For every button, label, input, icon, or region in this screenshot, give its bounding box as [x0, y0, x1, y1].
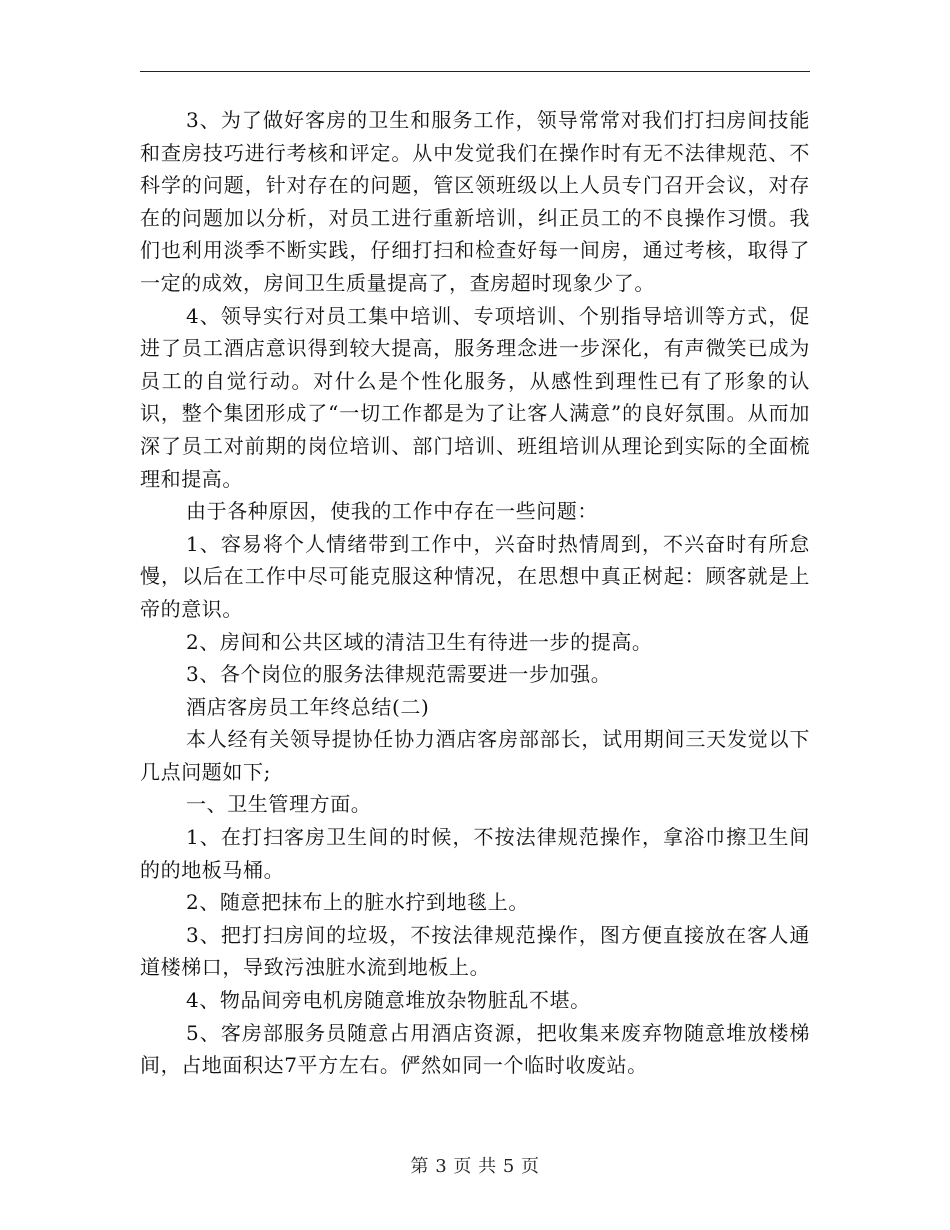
- paragraph: 3、把打扫房间的垃圾，不按法律规范操作，图方便直接放在客人通道楼梯口，导致污浊脏水流到地板上。: [140, 922, 810, 980]
- paragraph: 1、容易将个人情绪带到工作中，兴奋时热情周到，不兴奋时有所怠慢，以后在工作中尽可能克服这种情况，在思想中真正树起：顾客就是上帝的意识。: [140, 531, 810, 621]
- paragraph: 本人经有关领导提协任协力酒店客房部部长，试用期间三天发觉以下几点问题如下;: [140, 727, 810, 784]
- paragraph: 4、领导实行对员工集中培训、专项培训、个别指导培训等方式，促进了员工酒店意识得到较大提高，服务理念进一步深化，有声微笑已成为员工的自觉行动。对什么是个性化服务，从感性到理性已有了形象的认识，整个集团形成了“一切工作都是为了让客人满意”的良好氛围。从而加深了员工对前期的岗位培训、部门培训、班组培训从理论到实际的全面梳理和提高。: [140, 303, 810, 491]
- paragraph: 由于各种原因，使我的工作中存在一些问题：: [186, 499, 598, 524]
- paragraph: 2、随意把抹布上的脏水拧到地毯上。: [186, 890, 529, 915]
- paragraph: 2、房间和公共区域的清洁卫生有待进一步的提高。: [186, 629, 653, 654]
- header-rule: [140, 71, 810, 72]
- page-number: 第 3 页 共 5 页: [410, 1156, 540, 1177]
- paragraph: 3、各个岗位的服务法律规范需要进一步加强。: [186, 662, 612, 687]
- document-body: [140, 104, 810, 1082]
- paragraph: 1、在打扫客房卫生间的时候，不按法律规范操作，拿浴巾擦卫生间的的地板马桶。: [140, 825, 810, 882]
- paragraph: 一、卫生管理方面。: [186, 792, 372, 817]
- section-title: 酒店客房员工年终总结(二): [186, 694, 430, 719]
- paragraph: 5、客房部服务员随意占用酒店资源，把收集来废弃物随意堆放楼梯间，占地面积达7平方左右。俨然如同一个临时收废站。: [140, 1020, 810, 1078]
- paragraph: 4、物品间旁电机房随意堆放杂物脏乱不堪。: [186, 988, 591, 1013]
- paragraph: 3、为了做好客房的卫生和服务工作，领导常常对我们打扫房间技能和查房技巧进行考核和评定。从中发觉我们在操作时有无不法律规范、不科学的问题，针对存在的问题，管区领班级以上人员专门召开会议，对存在的问题加以分析，对员工进行重新培训，纠正员工的不良操作习惯。我们也利用淡季不断实践，仔细打扫和检查好每一间房，通过考核，取得了一定的成效，房间卫生质量提高了，查房超时现象少了。: [140, 108, 810, 295]
